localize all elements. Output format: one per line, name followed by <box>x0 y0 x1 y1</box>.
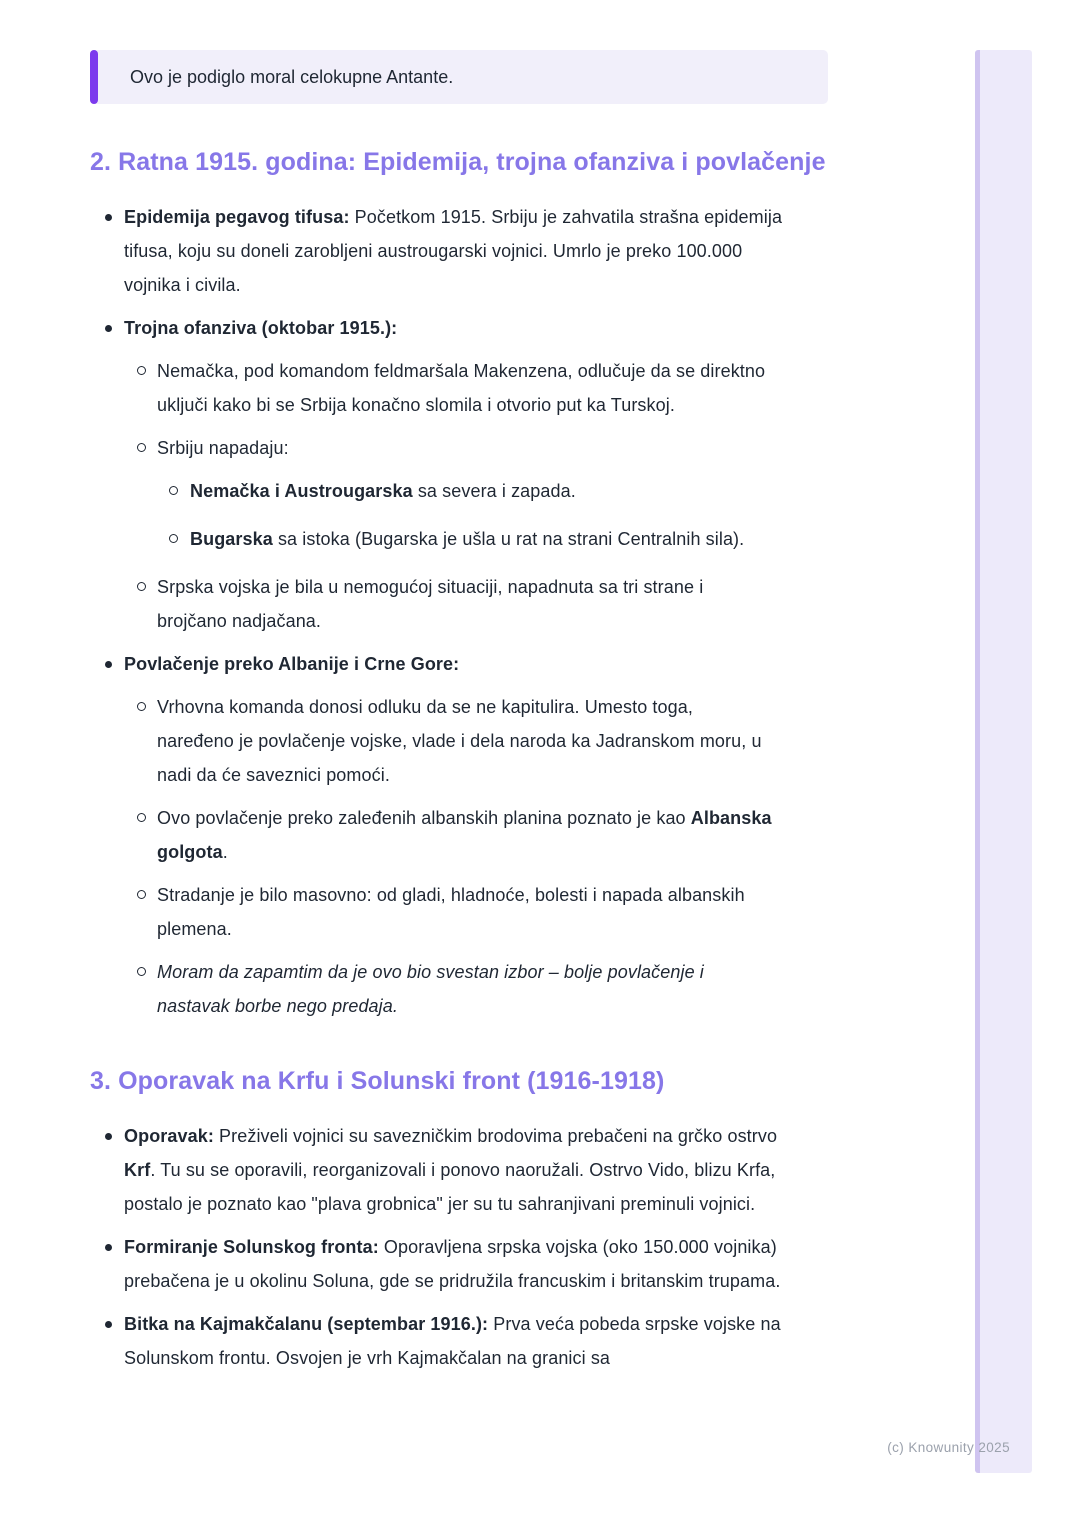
list-item-text: Trojna ofanziva (oktobar 1915.): <box>124 318 398 338</box>
sub-list-item <box>90 431 828 465</box>
list-item <box>90 200 828 302</box>
list-item-text: Nemačka i Austrougarska sa severa i zapada. <box>190 481 576 501</box>
callout-text: Ovo je podiglo moral celokupne Antante. <box>130 67 454 87</box>
bullet-circle-icon <box>137 443 146 452</box>
list-item <box>90 647 828 681</box>
list-item-text: Epidemija pegavog tifusa: Početkom 1915. Srbiju je zahvatila strašna epidemija tifusa, koju su doneli zarobljeni austrougarski vojnici. Umrlo je preko 100.000 vojnika i civila. <box>124 207 783 295</box>
list-item <box>90 1119 828 1221</box>
sub-list-item <box>90 570 828 638</box>
callout-accent-bar-icon <box>90 50 98 104</box>
sub-list-item <box>90 474 852 508</box>
list-item-text: Formiranje Solunskog fronta: Oporavljena srpska vojska (oko 150.000 vojnika) prebačena je u okolinu Soluna, gde se pridružila francuskim i britanskim trupama. <box>124 1237 781 1291</box>
bullet-circle-icon <box>137 890 146 899</box>
list-item <box>90 1307 828 1375</box>
sub-list-item <box>90 522 852 556</box>
bullet-dot-icon <box>105 1244 112 1251</box>
bullet-circle-icon <box>137 582 146 591</box>
bullet-circle-icon <box>137 967 146 976</box>
section-heading: 3. Oporavak na Krfu i Solunski front (1916-1918) <box>90 1067 665 1095</box>
sub-list-item <box>90 955 828 1023</box>
list-item <box>90 311 828 345</box>
bullet-dot-icon <box>105 1133 112 1140</box>
bullet-dot-icon <box>105 214 112 221</box>
list-item-text: Stradanje je bilo masovno: od gladi, hladnoće, bolesti i napada albanskih plemena. <box>157 885 745 939</box>
bullet-circle-icon <box>169 534 178 543</box>
page-edge-bar <box>975 50 1032 1473</box>
bullet-dot-icon <box>105 325 112 332</box>
list-item-text: Bitka na Kajmakčalanu (septembar 1916.): Prva veća pobeda srpske vojske na Solunskom frontu. Osvojen je vrh Kajmakčalan na granici sa <box>124 1314 781 1368</box>
bullet-list <box>90 1119 828 1375</box>
list-item-text: Moram da zapamtim da je ovo bio svestan izbor – bolje povlačenje i nastavak borbe nego predaja. <box>157 962 704 1016</box>
bullet-circle-icon <box>137 702 146 711</box>
list-item-text: Nemačka, pod komandom feldmaršala Makenzena, odlučuje da se direktno uključi kako bi se Srbija konačno slomila i otvorio put ka Turskoj. <box>157 361 766 415</box>
list-item-text: Srpska vojska je bila u nemogućoj situaciji, napadnuta sa tri strane i brojčano nadjačana. <box>157 577 704 631</box>
sub-list-item <box>90 354 828 422</box>
note-content <box>90 50 828 1384</box>
bullet-circle-icon <box>137 366 146 375</box>
sub-list-item <box>90 690 828 792</box>
list-item <box>90 1230 828 1298</box>
bullet-dot-icon <box>105 661 112 668</box>
bullet-list <box>90 200 828 1023</box>
list-item-text: Ovo povlačenje preko zaleđenih albanskih planina poznato je kao Albanska golgota. <box>157 808 772 862</box>
sub-list-item <box>90 801 828 869</box>
copyright-footer: (c) Knowunity 2025 <box>887 1440 1010 1455</box>
list-item-text: Oporavak: Preživeli vojnici su savezničkim brodovima prebačeni na grčko ostrvo Krf. Tu su se oporavili, reorganizovali i ponovo naoružali. Ostrvo Vido, blizu Krfa, postalo je poznato kao "plava grobnica" jer su tu sahranjivani preminuli vojnici. <box>124 1126 778 1214</box>
sub-list-item <box>90 878 828 946</box>
sections-container <box>90 146 828 1375</box>
callout-quote <box>90 50 828 104</box>
list-item-text: Vrhovna komanda donosi odluku da se ne kapitulira. Umesto toga, naređeno je povlačenje vojske, vlade i dela naroda ka Jadranskom moru, u nadi da će saveznici pomoći. <box>157 697 762 785</box>
list-item-text: Srbiju napadaju: <box>157 438 289 458</box>
list-item-text: Povlačenje preko Albanije i Crne Gore: <box>124 654 460 674</box>
list-item-text: Bugarska sa istoka (Bugarska je ušla u rat na strani Centralnih sila). <box>190 529 745 549</box>
bullet-dot-icon <box>105 1321 112 1328</box>
bullet-circle-icon <box>137 813 146 822</box>
section-heading: 2. Ratna 1915. godina: Epidemija, trojna ofanziva i povlačenje <box>90 148 826 176</box>
bullet-circle-icon <box>169 486 178 495</box>
